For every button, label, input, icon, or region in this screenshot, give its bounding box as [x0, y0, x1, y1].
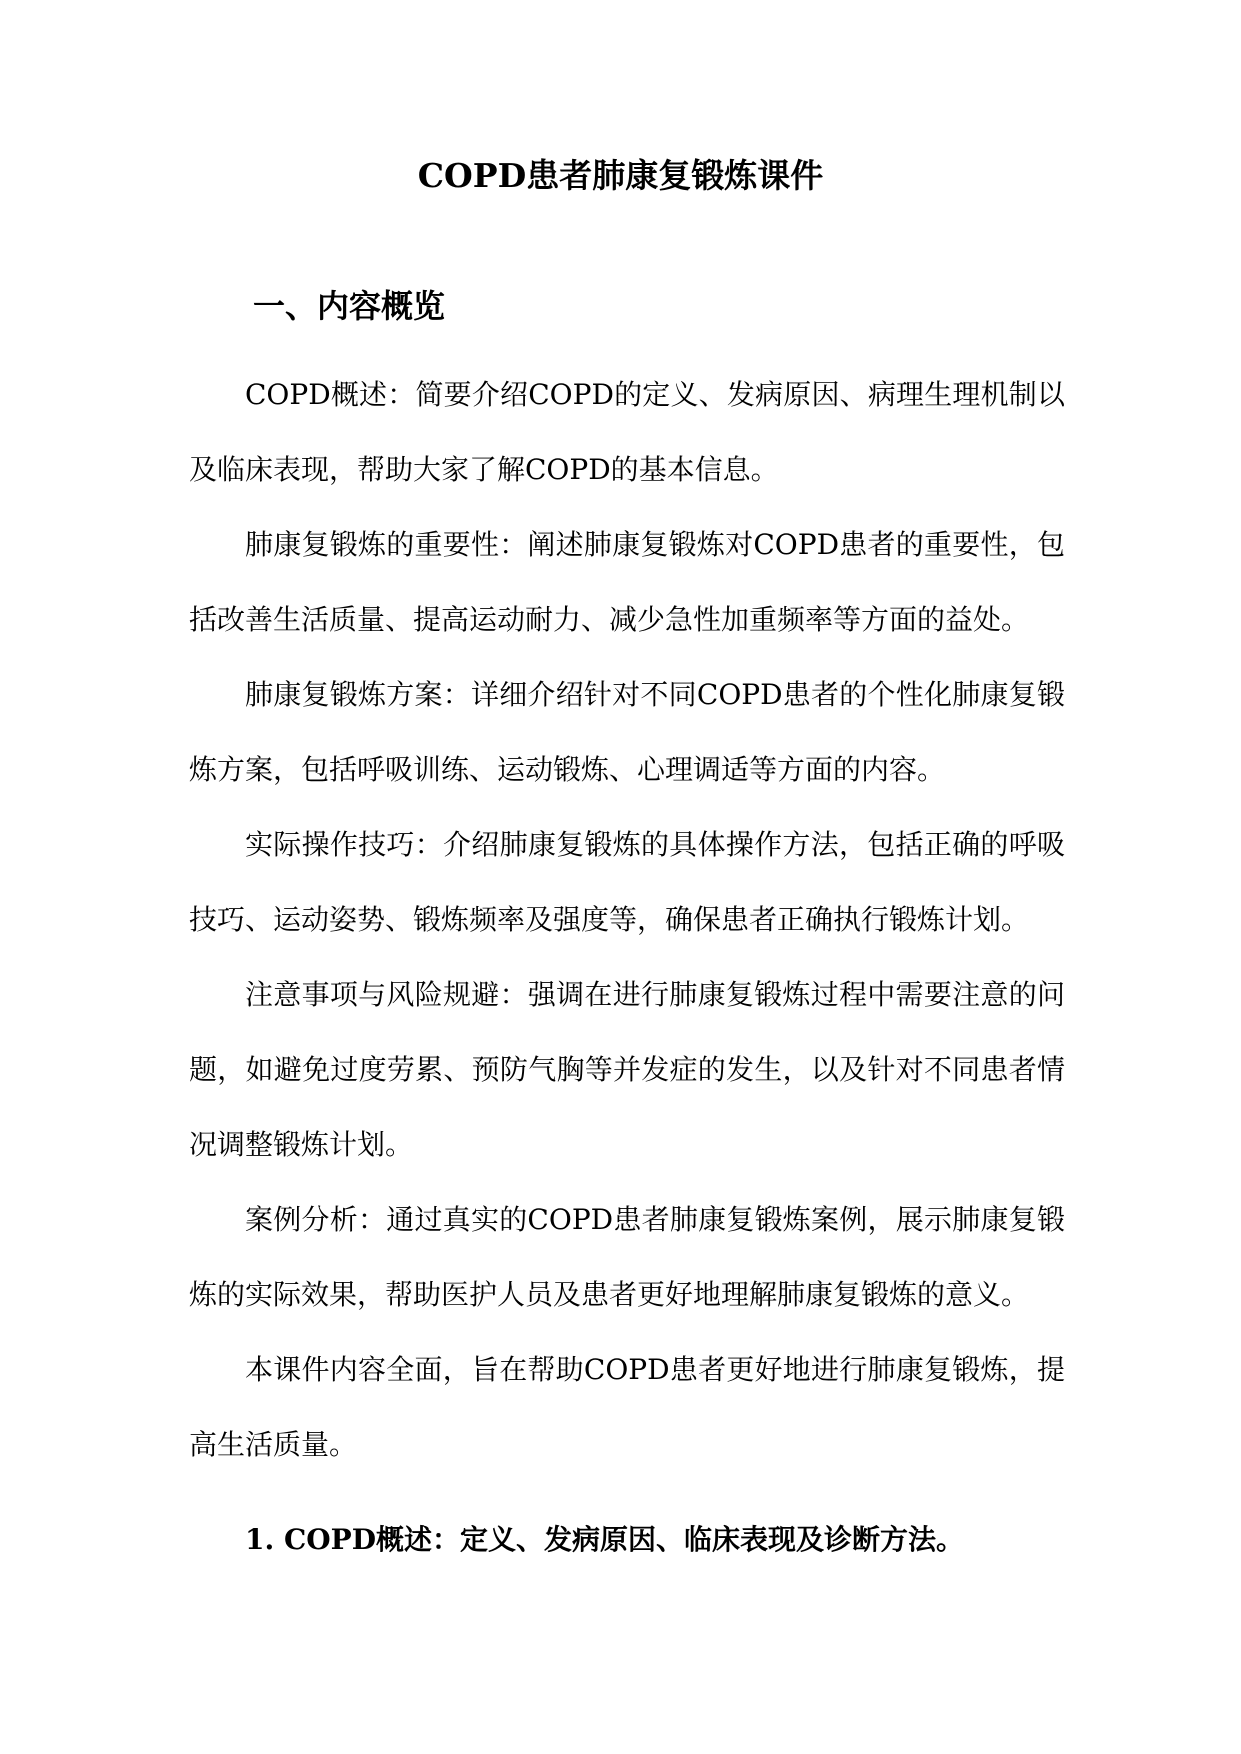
paragraph-importance: 肺康复锻炼的重要性：阐述肺康复锻炼对COPD患者的重要性，包括改善生活质量、提高运动耐力、减少急性加重频率等方面的益处。: [189, 528, 1065, 636]
paragraph-case-analysis: 案例分析：通过真实的COPD患者肺康复锻炼案例，展示肺康复锻炼的实际效果，帮助医护人员及患者更好地理解肺康复锻炼的意义。: [189, 1203, 1065, 1311]
sub-heading-copd-overview: 1. COPD概述：定义、发病原因、临床表现及诊断方法。: [245, 1523, 964, 1556]
paragraph-practical-skills: 实际操作技巧：介绍肺康复锻炼的具体操作方法，包括正确的呼吸技巧、运动姿势、锻炼频率及强度等，确保患者正确执行锻炼计划。: [189, 828, 1065, 936]
document-title: COPD患者肺康复锻炼课件: [417, 156, 824, 195]
paragraph-copd-overview: COPD概述：简要介绍COPD的定义、发病原因、病理生理机制以及临床表现，帮助大家了解COPD的基本信息。: [189, 378, 1065, 486]
paragraph-summary: 本课件内容全面，旨在帮助COPD患者更好地进行肺康复锻炼，提高生活质量。: [189, 1353, 1065, 1461]
section-heading: 一、内容概览: [253, 287, 446, 325]
paragraph-exercise-plan: 肺康复锻炼方案：详细介绍针对不同COPD患者的个性化肺康复锻炼方案，包括呼吸训练、运动锻炼、心理调适等方面的内容。: [189, 678, 1065, 786]
body-text: [189, 357, 1065, 1482]
paragraph-precautions: 注意事项与风险规避：强调在进行肺康复锻炼过程中需要注意的问题，如避免过度劳累、预防气胸等并发症的发生，以及针对不同患者情况调整锻炼计划。: [189, 978, 1065, 1161]
